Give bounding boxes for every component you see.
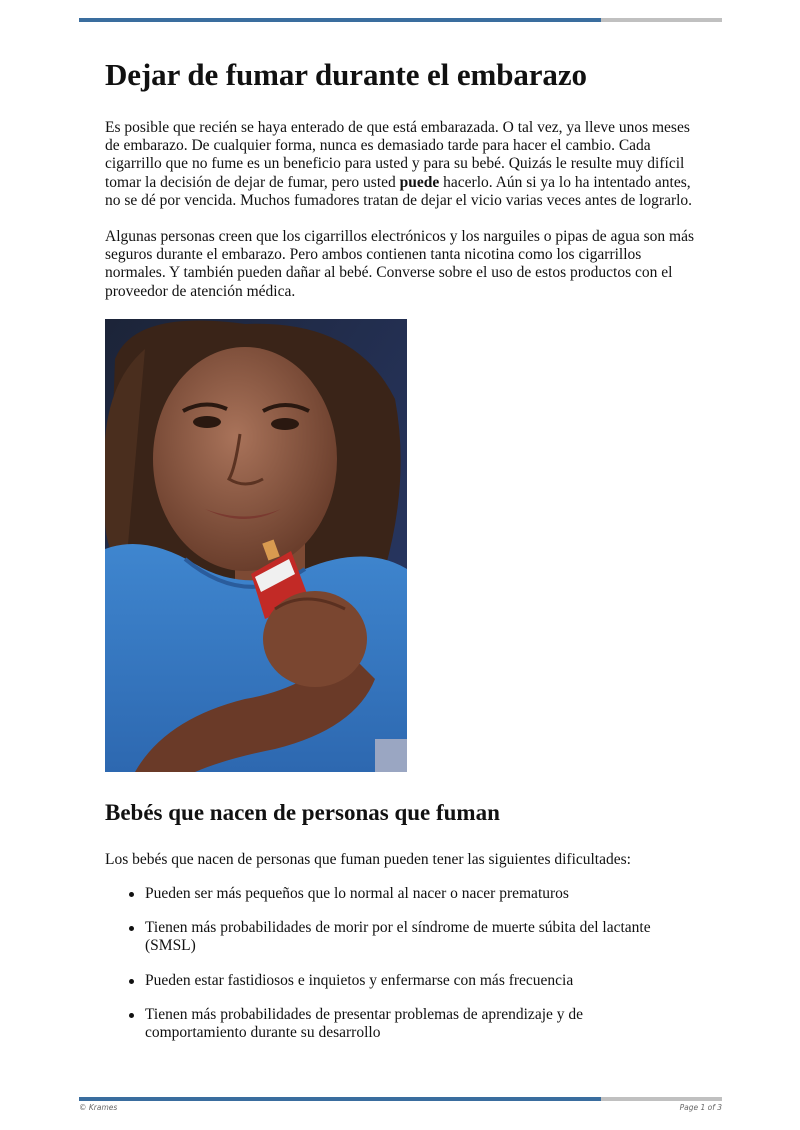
top-accent-bar bbox=[79, 18, 722, 22]
top-accent-bar-blue bbox=[79, 18, 601, 22]
section-lead: Los bebés que nacen de personas que fuman pueden tener las siguientes dificultades: bbox=[105, 850, 631, 868]
intro-p1-emphasis: puede bbox=[399, 173, 440, 191]
list-item bbox=[145, 919, 705, 955]
bullet-icon bbox=[129, 1013, 134, 1018]
footer-copyright: © Krames bbox=[79, 1103, 118, 1112]
bottom-accent-bar-gray bbox=[601, 1097, 722, 1101]
page-title: Dejar de fumar durante el embarazo bbox=[105, 57, 587, 92]
intro-paragraph-2: Algunas personas creen que los cigarrillos electrónicos y los narguiles o pipas de agua son más seguros durante el embarazo. Pero ambos contienen tanta nicotina como los cigarrillos normales. Y también pueden dañar al bebé. Converse sobre el uso de estos productos con el proveedor de atención médica. bbox=[105, 228, 694, 300]
list-item bbox=[145, 885, 705, 903]
footer-page-number: Page 1 of 3 bbox=[679, 1103, 722, 1112]
bullet-icon bbox=[129, 892, 134, 897]
bottom-accent-bar-blue bbox=[79, 1097, 601, 1101]
difficulties-list bbox=[105, 885, 705, 1042]
page-content bbox=[105, 56, 705, 1058]
intro-paragraph-1 bbox=[105, 119, 705, 210]
woman-holding-cigarettes-photo bbox=[105, 319, 407, 772]
list-item-text: Tienen más probabilidades de morir por el síndrome de muerte súbita del lactante (SMSL) bbox=[145, 919, 651, 955]
top-accent-bar-gray bbox=[601, 18, 722, 22]
section-heading: Bebés que nacen de personas que fuman bbox=[105, 799, 500, 825]
intro-p1-text-a: Es posible que recién se haya enterado de que está embarazada. O tal vez, ya lleve unos meses de embarazo. De cualquier forma, nunca es demasiado tarde para hacer el cambio. Cada cigarrillo que no fume es un beneficio para usted y para su bebé. Quizás le resulte muy difícil tomar la decisión de dejar de fumar, pero usted bbox=[105, 119, 690, 191]
list-item bbox=[145, 972, 705, 990]
bullet-icon bbox=[129, 979, 134, 984]
list-item bbox=[145, 1006, 705, 1042]
bullet-icon bbox=[129, 926, 134, 931]
bottom-accent-bar bbox=[79, 1097, 722, 1101]
intro-p1-text-b: hacerlo. Aún si ya lo ha intentado antes, no se dé por vencida. Muchos fumadores tratan de dejar el vicio varias veces antes de lograrlo. bbox=[105, 173, 693, 209]
page-footer bbox=[79, 1103, 722, 1112]
list-item-text: Tienen más probabilidades de presentar problemas de aprendizaje y de comportamiento durante su desarrollo bbox=[145, 1005, 584, 1042]
list-item-text: Pueden estar fastidiosos e inquietos y enfermarse con más frecuencia bbox=[145, 971, 574, 989]
list-item-text: Pueden ser más pequeños que lo normal al nacer o nacer prematuros bbox=[145, 885, 569, 903]
